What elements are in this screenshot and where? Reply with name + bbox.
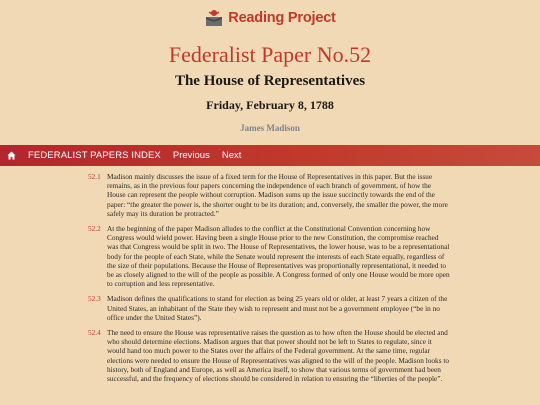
paragraph-number: 52.4 [88, 328, 101, 338]
article-body [88, 172, 450, 389]
paragraph [88, 172, 450, 218]
reading-project-logo-icon [204, 8, 224, 28]
paragraph-number: 52.1 [88, 172, 101, 181]
publication-date: Friday, February 8, 1788 [206, 98, 334, 112]
paragraph-text: Madison defines the qualifications to stand for election as being 25 years old or older, at least 7 years a citizen of the United States, an inhabitant of the State they wish to represent and must not be a government employee (“be in no office under the United States”). [107, 294, 448, 322]
page-subtitle: The House of Representatives [174, 73, 366, 89]
home-icon[interactable] [0, 145, 22, 166]
nav-previous-link[interactable]: Previous [172, 150, 210, 161]
page-title: Federalist Paper No.52 [168, 42, 372, 67]
paragraph-text: At the beginning of the paper Madison alludes to the conflict at the Constitutional Convention concerning how Congress would wield power. Having been a single House prior to the new Constitution, the compromise reached was that Congress would be split in two. The House of Representatives, the lower house, was to be a representational body for the people of each State, while the Senate would represent the interests of each State equally, regardless of the size of their populations. Because the House of Representatives was proportionally representational, it needed to be as closely aligned to the will of the people as possible. A Congress formed of only one House would be more open to corruption and less representative. [107, 224, 450, 289]
logo-text: Reading Project [228, 10, 336, 26]
author-name: James Madison [240, 123, 300, 133]
paragraph-number: 52.3 [88, 294, 101, 304]
paragraph-text: Madison mainly discusses the issue of a fixed term for the House of Representatives in this paper. But the issue remains, as in the previous four papers concerning the independence of each branch of government, of how the House can represent the people without corruption. Madison sums up the issue succinctly towards the end of the paper: “the greater the power is, the shorter ought to be its duration; and, conversely, the smaller the power, the more safely may its duration be protracted.” [107, 172, 448, 218]
nav-index-link[interactable]: FEDERALIST PAPERS INDEX [28, 150, 161, 161]
paragraph [88, 328, 450, 383]
paragraph-text: The need to ensure the House was representative raises the question as to how often the House should be elected and who should determine elections. Madison argues that that power should not be left to States to regulate, since it would hand too much power to the States over the affairs of the Federal government. At the same time, regular elections were needed to ensure the House of Representatives was aligned to the will of the people. Madison looks to history, both of England and Europe, as well as America itself, to show that various terms of government had been successful, and the frequency of elections should be considered in relation to ensuring the “liberties of the people”. [107, 328, 450, 384]
site-logo[interactable] [0, 8, 540, 28]
nav-bar [0, 145, 540, 166]
nav-next-link[interactable]: Next [221, 150, 242, 161]
paragraph [88, 294, 450, 322]
paragraph [88, 224, 450, 288]
paragraph-number: 52.2 [88, 224, 101, 234]
